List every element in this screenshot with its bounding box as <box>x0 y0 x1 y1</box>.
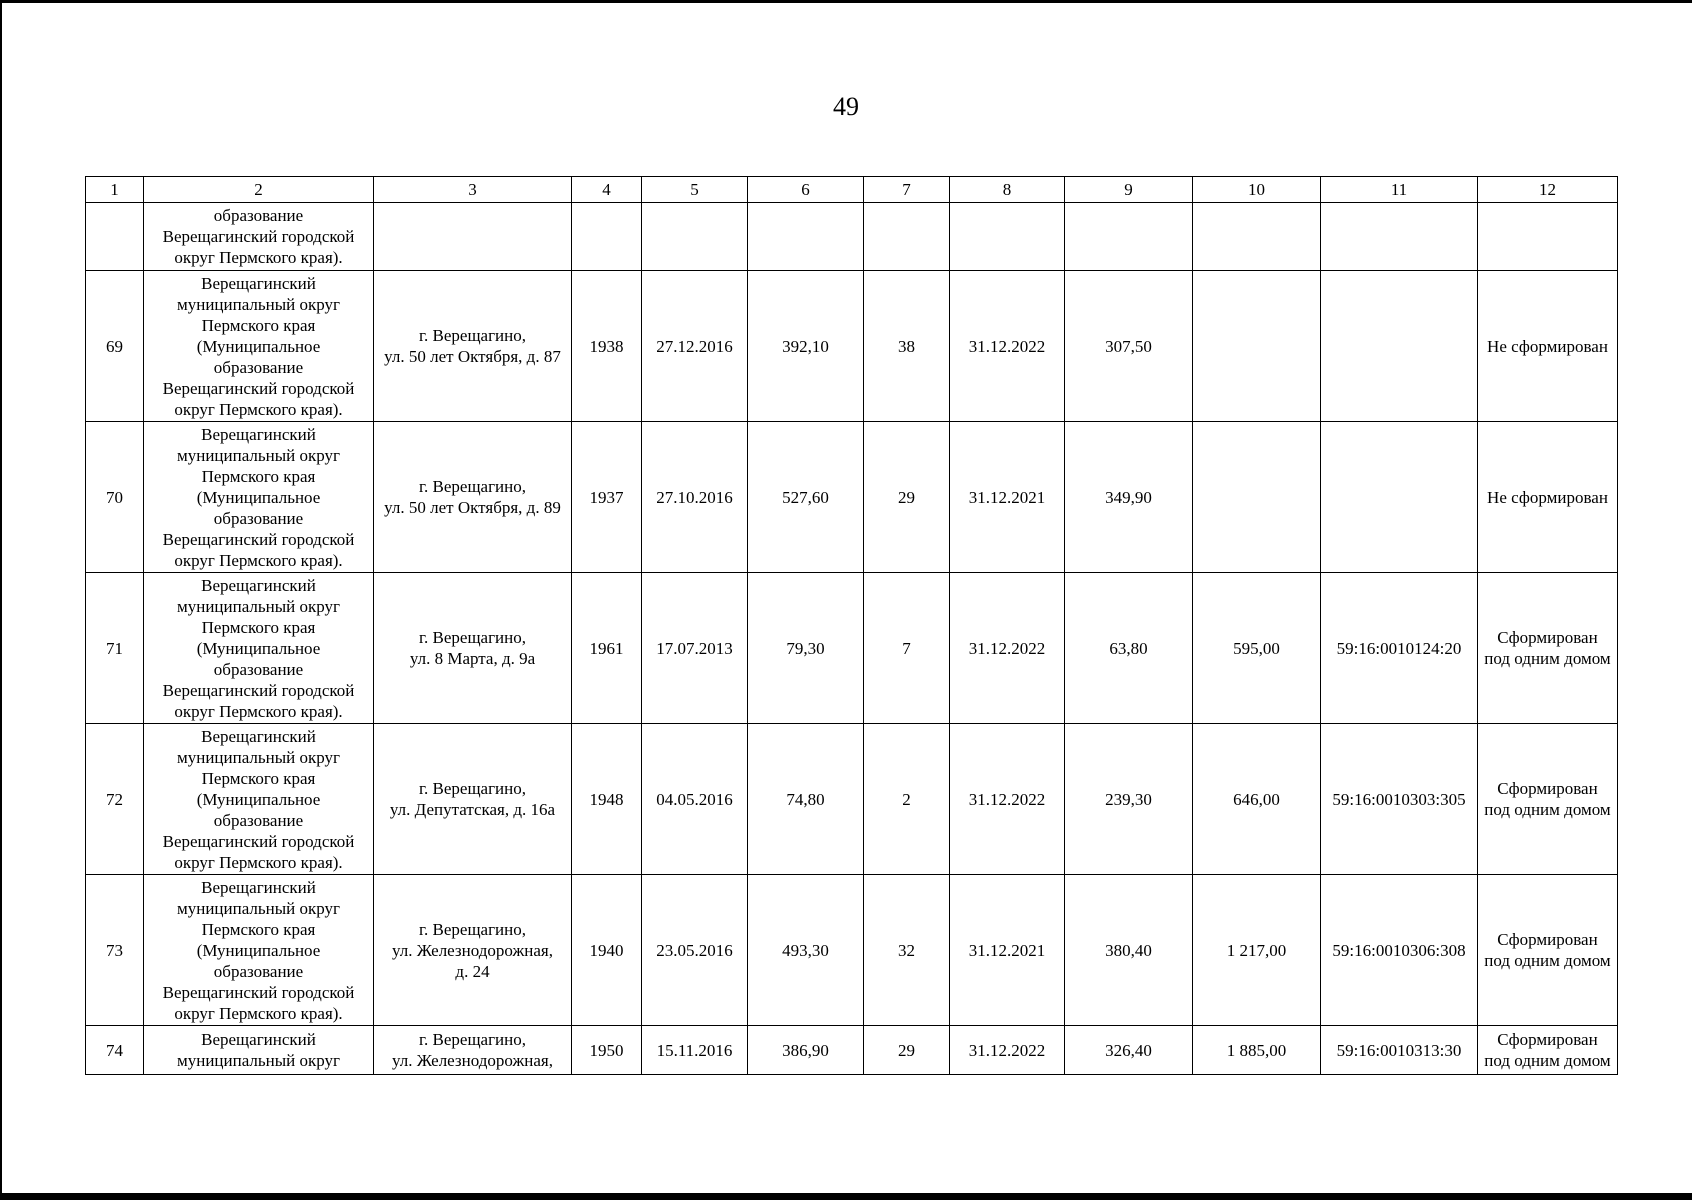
cell-land-status: Сформирован под одним домом <box>1478 1026 1618 1075</box>
cell-deadline: 8 <box>950 177 1065 203</box>
cell-area: 392,10 <box>748 271 864 422</box>
cell-year-built: 1961 <box>572 573 642 724</box>
cell-address: г. Верещагино, ул. Железнодорожная, <box>374 1026 572 1075</box>
table-body <box>86 177 1618 1075</box>
table-row <box>86 422 1618 573</box>
cell-address: г. Верещагино, ул. Железнодорожная, д. 24 <box>374 875 572 1026</box>
cell-land-area: 595,00 <box>1193 573 1321 724</box>
cell-living-area: 239,30 <box>1065 724 1193 875</box>
cell-living-area: 380,40 <box>1065 875 1193 1026</box>
cell-owner: 2 <box>144 177 374 203</box>
cell-address: 3 <box>374 177 572 203</box>
cell-owner: образование Верещагинский городской округ Пермского края). <box>144 203 374 271</box>
cell-cadastral-number: 59:16:0010306:308 <box>1321 875 1478 1026</box>
cell-residents: 29 <box>864 1026 950 1075</box>
cell-row-number: 71 <box>86 573 144 724</box>
cell-residents: 2 <box>864 724 950 875</box>
cell-area: 74,80 <box>748 724 864 875</box>
cell-living-area <box>1065 203 1193 271</box>
cell-row-number: 69 <box>86 271 144 422</box>
cell-land-area <box>1193 203 1321 271</box>
scan-border-left <box>0 0 2 1200</box>
cell-living-area: 63,80 <box>1065 573 1193 724</box>
cell-owner: Верещагинский муниципальный округ Пермского края (Муниципальное образование Верещагинский городской округ Пермского края). <box>144 724 374 875</box>
cell-row-number: 1 <box>86 177 144 203</box>
cell-land-status: Сформирован под одним домом <box>1478 573 1618 724</box>
cell-residents <box>864 203 950 271</box>
cell-deadline: 31.12.2022 <box>950 271 1065 422</box>
cell-date: 23.05.2016 <box>642 875 748 1026</box>
cell-land-area: 10 <box>1193 177 1321 203</box>
housing-registry-table <box>85 176 1618 1075</box>
cell-date: 27.10.2016 <box>642 422 748 573</box>
cell-owner: Верещагинский муниципальный округ Пермского края (Муниципальное образование Верещагинский городской округ Пермского края). <box>144 875 374 1026</box>
table-row <box>86 875 1618 1026</box>
cell-residents: 7 <box>864 573 950 724</box>
cell-date: 04.05.2016 <box>642 724 748 875</box>
cell-year-built: 4 <box>572 177 642 203</box>
cell-land-area <box>1193 422 1321 573</box>
cell-year-built: 1948 <box>572 724 642 875</box>
table-row <box>86 573 1618 724</box>
cell-deadline: 31.12.2021 <box>950 422 1065 573</box>
page-number: 49 <box>833 92 859 121</box>
cell-land-area: 646,00 <box>1193 724 1321 875</box>
cell-date: 5 <box>642 177 748 203</box>
cell-residents: 29 <box>864 422 950 573</box>
cell-land-status: Сформирован под одним домом <box>1478 724 1618 875</box>
cell-address: г. Верещагино, ул. 8 Марта, д. 9а <box>374 573 572 724</box>
cell-address: г. Верещагино, ул. 50 лет Октября, д. 89 <box>374 422 572 573</box>
cell-address <box>374 203 572 271</box>
cell-land-area <box>1193 271 1321 422</box>
table-row-continuation <box>86 203 1618 271</box>
cell-address: г. Верещагино, ул. 50 лет Октября, д. 87 <box>374 271 572 422</box>
cell-owner: Верещагинский муниципальный округ Пермского края (Муниципальное образование Верещагинский городской округ Пермского края). <box>144 422 374 573</box>
cell-deadline: 31.12.2022 <box>950 724 1065 875</box>
cell-cadastral-number: 59:16:0010124:20 <box>1321 573 1478 724</box>
cell-row-number: 72 <box>86 724 144 875</box>
cell-year-built: 1950 <box>572 1026 642 1075</box>
cell-residents: 7 <box>864 177 950 203</box>
cell-deadline: 31.12.2022 <box>950 1026 1065 1075</box>
cell-date <box>642 203 748 271</box>
table-row <box>86 724 1618 875</box>
cell-area: 527,60 <box>748 422 864 573</box>
cell-owner: Верещагинский муниципальный округ Пермского края (Муниципальное образование Верещагинский городской округ Пермского края). <box>144 573 374 724</box>
cell-date: 27.12.2016 <box>642 271 748 422</box>
cell-address: г. Верещагино, ул. Депутатская, д. 16а <box>374 724 572 875</box>
cell-year-built: 1940 <box>572 875 642 1026</box>
cell-living-area: 326,40 <box>1065 1026 1193 1075</box>
cell-land-area: 1 885,00 <box>1193 1026 1321 1075</box>
cell-cadastral-number: 59:16:0010313:30 <box>1321 1026 1478 1075</box>
cell-deadline: 31.12.2021 <box>950 875 1065 1026</box>
cell-land-status <box>1478 203 1618 271</box>
table-row <box>86 271 1618 422</box>
cell-land-area: 1 217,00 <box>1193 875 1321 1026</box>
cell-residents: 32 <box>864 875 950 1026</box>
cell-land-status: Не сформирован <box>1478 422 1618 573</box>
cell-land-status: Не сформирован <box>1478 271 1618 422</box>
cell-date: 17.07.2013 <box>642 573 748 724</box>
cell-deadline: 31.12.2022 <box>950 573 1065 724</box>
cell-living-area: 349,90 <box>1065 422 1193 573</box>
cell-area: 6 <box>748 177 864 203</box>
cell-year-built: 1938 <box>572 271 642 422</box>
cell-year-built: 1937 <box>572 422 642 573</box>
cell-cadastral-number: 11 <box>1321 177 1478 203</box>
cell-row-number: 70 <box>86 422 144 573</box>
cell-land-status: 12 <box>1478 177 1618 203</box>
cell-area: 493,30 <box>748 875 864 1026</box>
cell-cadastral-number <box>1321 271 1478 422</box>
cell-area: 79,30 <box>748 573 864 724</box>
cell-owner: Верещагинский муниципальный округ <box>144 1026 374 1075</box>
cell-area <box>748 203 864 271</box>
table-row <box>86 1026 1618 1075</box>
cell-land-status: Сформирован под одним домом <box>1478 875 1618 1026</box>
cell-row-number: 73 <box>86 875 144 1026</box>
cell-residents: 38 <box>864 271 950 422</box>
column-number-row <box>86 177 1618 203</box>
cell-deadline <box>950 203 1065 271</box>
cell-area: 386,90 <box>748 1026 864 1075</box>
cell-owner: Верещагинский муниципальный округ Пермского края (Муниципальное образование Верещагинский городской округ Пермского края). <box>144 271 374 422</box>
cell-living-area: 9 <box>1065 177 1193 203</box>
cell-year-built <box>572 203 642 271</box>
cell-row-number: 74 <box>86 1026 144 1075</box>
cell-cadastral-number: 59:16:0010303:305 <box>1321 724 1478 875</box>
scan-border-top <box>0 0 1692 3</box>
cell-living-area: 307,50 <box>1065 271 1193 422</box>
scan-border-bottom <box>0 1193 1692 1200</box>
cell-row-number <box>86 203 144 271</box>
cell-date: 15.11.2016 <box>642 1026 748 1075</box>
cell-cadastral-number <box>1321 203 1478 271</box>
cell-cadastral-number <box>1321 422 1478 573</box>
